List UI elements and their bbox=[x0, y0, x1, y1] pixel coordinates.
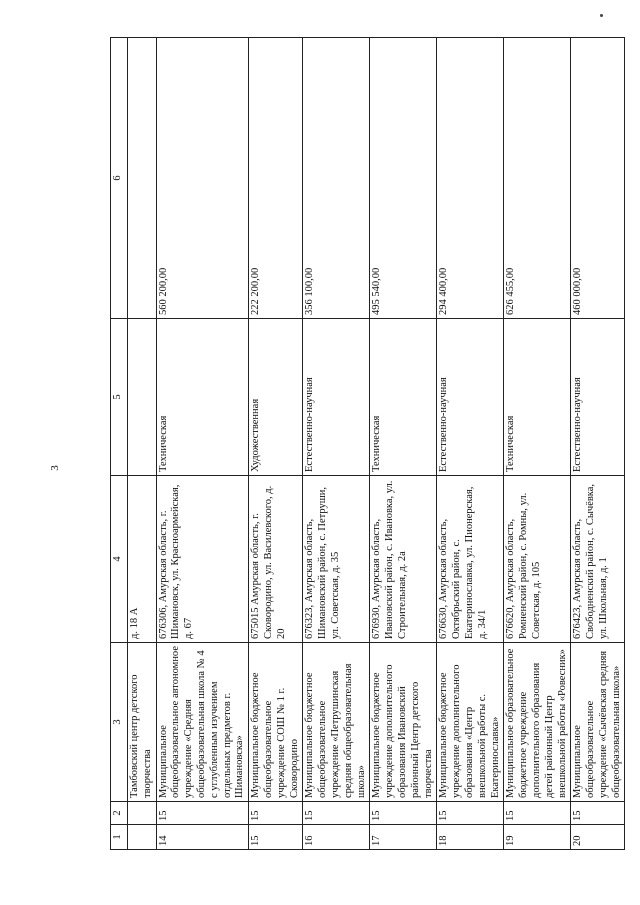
amount-cell: 222 200,00 bbox=[249, 38, 303, 319]
organization-name: Муниципальное бюджетное общеобразовательное учреждение «Петрушинская средняя общеобразовательная школа» bbox=[303, 643, 370, 802]
organization-name: Муниципальное образовательное бюджетное учреждение дополнительного образования детей районный Центр внешкольной работы «Ровесник» bbox=[504, 643, 571, 802]
organization-name: Муниципальное бюджетное учреждение дополнительного образования Ивановский районный Центр детского творчества bbox=[370, 643, 437, 802]
direction-cell: Техническая bbox=[504, 319, 571, 476]
carry-address: д. 18 А bbox=[128, 476, 157, 643]
code-cell: 15 bbox=[249, 802, 303, 825]
direction-cell: Техническая bbox=[156, 319, 249, 476]
direction-cell: Естественно-научная bbox=[571, 319, 625, 476]
direction-cell: Художественная bbox=[249, 319, 303, 476]
scan-speck bbox=[600, 14, 603, 17]
organization-address: 676423, Амурская область, Свободненский район, с. Сычёвка, ул. Школьная, д. 1 bbox=[571, 476, 625, 643]
table-row bbox=[370, 38, 437, 850]
header-row bbox=[111, 38, 128, 850]
organization-address: 676930, Амурская область, Ивановский район, с. Ивановка, ул. Строительная, д. 2а bbox=[370, 476, 437, 643]
table-row bbox=[249, 38, 303, 850]
direction-cell: Техническая bbox=[370, 319, 437, 476]
row-number: 15 bbox=[249, 825, 303, 850]
header-cell: 5 bbox=[111, 319, 128, 476]
row-number: 17 bbox=[370, 825, 437, 850]
amount-cell: 495 540,00 bbox=[370, 38, 437, 319]
code-cell: 15 bbox=[571, 802, 625, 825]
table-row bbox=[156, 38, 249, 850]
row-number: 19 bbox=[504, 825, 571, 850]
header-cell: 1 bbox=[111, 825, 128, 850]
page-number: 3 bbox=[48, 465, 61, 471]
amount-cell: 560 200,00 bbox=[156, 38, 249, 319]
amount-cell: 626 455,00 bbox=[504, 38, 571, 319]
organization-name: Муниципальное общеобразовательное учреждение «Сычёвская средняя общеобразовательная школа» bbox=[571, 643, 625, 802]
table-row bbox=[437, 38, 504, 850]
organization-name: Муниципальное общеобразовательное автономное учреждение «Средняя общеобразовательная школа № 4 с углубленным изучением отдельных предметов г. Шимановска» bbox=[156, 643, 249, 802]
table-row bbox=[504, 38, 571, 850]
code-cell: 15 bbox=[156, 802, 249, 825]
carry-over-row bbox=[128, 38, 157, 850]
participants-table bbox=[110, 37, 625, 850]
code-cell: 15 bbox=[370, 802, 437, 825]
amount-cell: 356 100,00 bbox=[303, 38, 370, 319]
organization-name: Муниципальное бюджетное общеобразовательное учреждение СОШ № 1 г. Сковородино bbox=[249, 643, 303, 802]
header-cell: 4 bbox=[111, 476, 128, 643]
amount-cell: 294 400,00 bbox=[437, 38, 504, 319]
table-row bbox=[303, 38, 370, 850]
table-row bbox=[571, 38, 625, 850]
header-cell: 6 bbox=[111, 38, 128, 319]
row-number: 20 bbox=[571, 825, 625, 850]
row-number: 14 bbox=[156, 825, 249, 850]
code-cell: 15 bbox=[303, 802, 370, 825]
header-cell: 2 bbox=[111, 802, 128, 825]
code-cell: 15 bbox=[504, 802, 571, 825]
organization-address: 676630, Амурская область, Октябрьский район, с. Екатеринославка, ул. Пионерская, д. 34/1 bbox=[437, 476, 504, 643]
organization-name: Муниципальное бюджетное учреждение дополнительного образования «Центр внешкольной работы с. Екатеринославка» bbox=[437, 643, 504, 802]
header-cell: 3 bbox=[111, 643, 128, 802]
row-number: 16 bbox=[303, 825, 370, 850]
rotated-table-wrapper bbox=[110, 80, 622, 850]
organization-address: 676306, Амурская область, г. Шимановск, ул. Красноармейская, д. 67 bbox=[156, 476, 249, 643]
direction-cell: Естественно-научная bbox=[303, 319, 370, 476]
organization-address: 676323, Амурская область, Шимановский район, с. Петруши, ул. Советская, д. 35 bbox=[303, 476, 370, 643]
organization-address: 675015 Амурская область, г. Сковородино, ул. Василевского, д. 20 bbox=[249, 476, 303, 643]
amount-cell: 460 000,00 bbox=[571, 38, 625, 319]
direction-cell: Естественно-научная bbox=[437, 319, 504, 476]
row-number: 18 bbox=[437, 825, 504, 850]
organization-address: 676620, Амурская область, Ромненский район, с. Ромны, ул. Советская, д. 105 bbox=[504, 476, 571, 643]
code-cell: 15 bbox=[437, 802, 504, 825]
carry-name: Тамбовский центр детского творчества bbox=[128, 643, 157, 802]
